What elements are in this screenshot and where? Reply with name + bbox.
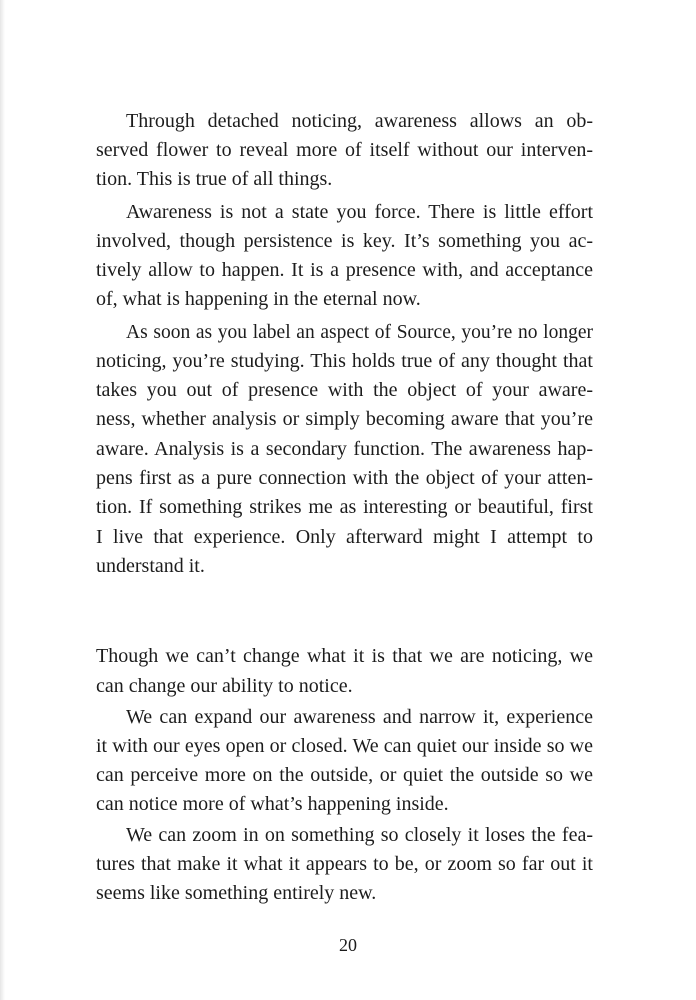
text-line: understand it. [96, 555, 205, 577]
text-line: pens first as a pure connection with the object of your atten- [96, 467, 593, 489]
text-line: served flower to reveal more of itself without our interven- [96, 139, 593, 161]
text-line: can notice more of what’s happening inside. [96, 793, 449, 815]
text-line: tures that make it what it appears to be, or zoom so far out it [96, 853, 593, 875]
text-line: aware. Analysis is a secondary function. The awareness hap- [96, 438, 593, 460]
text-line: seems like something entirely new. [96, 882, 377, 904]
text-line: ness, whether analysis or simply becoming aware that you’re [96, 408, 593, 430]
text-line: can perceive more on the outside, or quiet the outside so we [96, 764, 593, 786]
text-line: We can zoom in on something so closely it loses the fea- [126, 824, 593, 846]
text-line: it with our eyes open or closed. We can quiet our inside so we [96, 735, 593, 757]
text-line: As soon as you label an aspect of Source, you’re no longer [126, 322, 593, 343]
text-line: Though we can’t change what it is that we are noticing, we [96, 645, 593, 667]
text-line: involved, though persistence is key. It’s something you ac- [96, 230, 593, 252]
text-line: of, what is happening in the eternal now. [96, 288, 421, 310]
text-line: takes you out of presence with the object of your aware- [96, 379, 593, 401]
text-line: tion. If something strikes me as interesting or beautiful, first [96, 496, 593, 518]
text-line: Awareness is not a state you force. There is little effort [126, 201, 593, 223]
text-line: Through detached noticing, awareness allows an ob- [126, 110, 593, 132]
page-number: 20 [339, 935, 357, 955]
text-line: We can expand our awareness and narrow it, experience [126, 706, 593, 728]
text-line: can change our ability to notice. [96, 675, 353, 697]
text-line: tion. This is true of all things. [96, 168, 333, 190]
page-edge-shadow [0, 0, 5, 1000]
text-line: tively allow to happen. It is a presence with, and acceptance [96, 259, 593, 281]
text-line: I live that experience. Only afterward might I attempt to [96, 526, 593, 548]
text-line: noticing, you’re studying. This holds true of any thought that [96, 350, 593, 372]
